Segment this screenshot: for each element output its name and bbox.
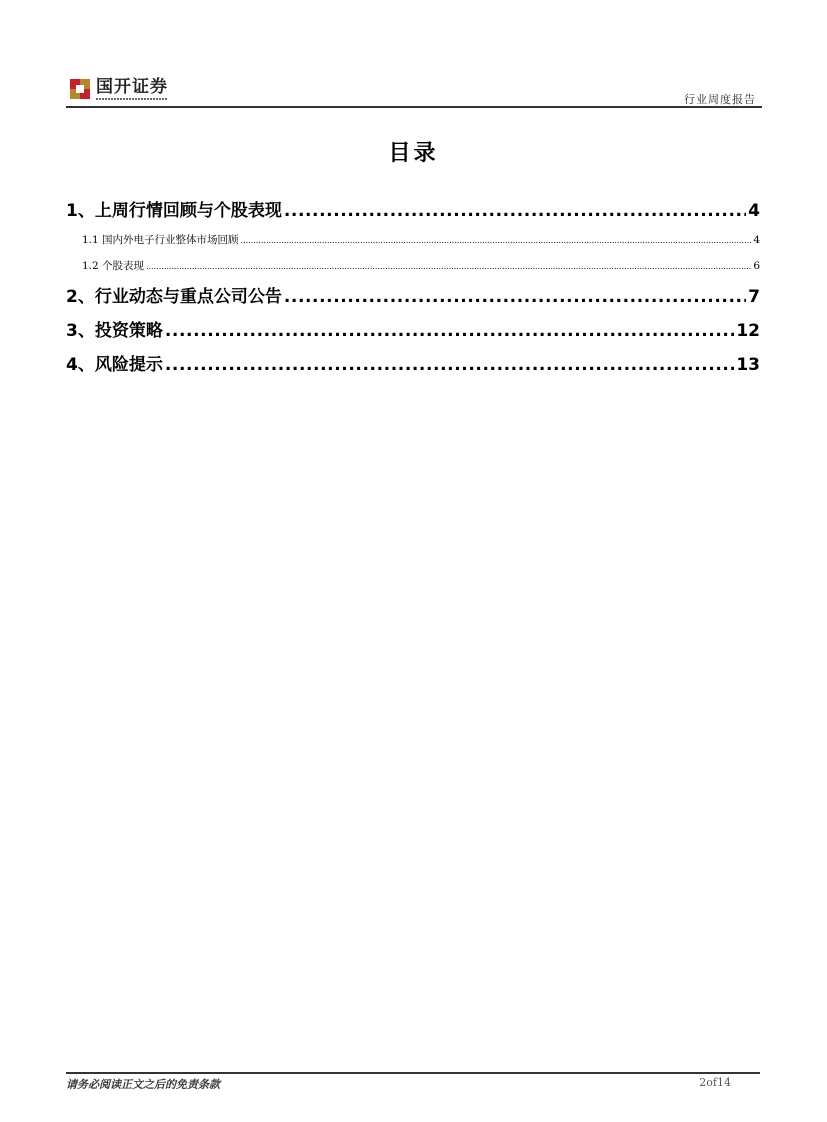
toc-entry-label: 4、风险提示	[66, 355, 163, 375]
toc-entry-1-1[interactable]	[66, 232, 760, 247]
toc-entry-4[interactable]	[66, 350, 760, 375]
toc-entry-page: 12	[736, 321, 760, 341]
footer-disclaimer: 请务必阅读正文之后的免责条款	[66, 1078, 220, 1091]
toc-entry-2[interactable]	[66, 282, 760, 307]
toc-entry-1[interactable]	[66, 196, 760, 221]
toc-entry-page: 13	[736, 355, 760, 375]
page-indicator: 2of14	[699, 1076, 731, 1089]
page-header	[66, 70, 762, 108]
toc-leader-dots	[165, 355, 734, 375]
toc-leader-dots	[146, 262, 751, 271]
footer-divider	[66, 1072, 760, 1074]
toc-entry-page: 4	[748, 201, 760, 221]
toc-leader-dots	[165, 321, 734, 341]
toc-entry-3[interactable]	[66, 316, 760, 341]
toc-leader-dots	[241, 236, 752, 245]
toc-entry-page: 4	[753, 234, 760, 246]
logo-subtext-decoration	[96, 98, 168, 100]
report-type: 行业周度报告	[684, 93, 756, 106]
company-logo	[70, 76, 168, 102]
header-divider	[66, 106, 762, 108]
toc-entry-label: 3、投资策略	[66, 321, 163, 341]
toc-entry-page: 7	[748, 287, 760, 307]
toc-title: 目录	[388, 141, 439, 166]
toc-entry-label: 2、行业动态与重点公司公告	[66, 287, 282, 307]
toc-entry-1-2[interactable]	[66, 258, 760, 273]
toc-leader-dots	[284, 201, 746, 221]
toc-entry-label: 1.1 国内外电子行业整体市场回顾	[82, 234, 239, 246]
toc-entry-label: 1、上周行情回顾与个股表现	[66, 201, 282, 221]
toc-entry-page: 6	[753, 260, 760, 272]
logo-text: 国开证券	[96, 76, 168, 97]
logo-mark-icon	[70, 79, 90, 99]
toc-entry-label: 1.2 个股表现	[82, 260, 145, 272]
toc-leader-dots	[284, 287, 746, 307]
